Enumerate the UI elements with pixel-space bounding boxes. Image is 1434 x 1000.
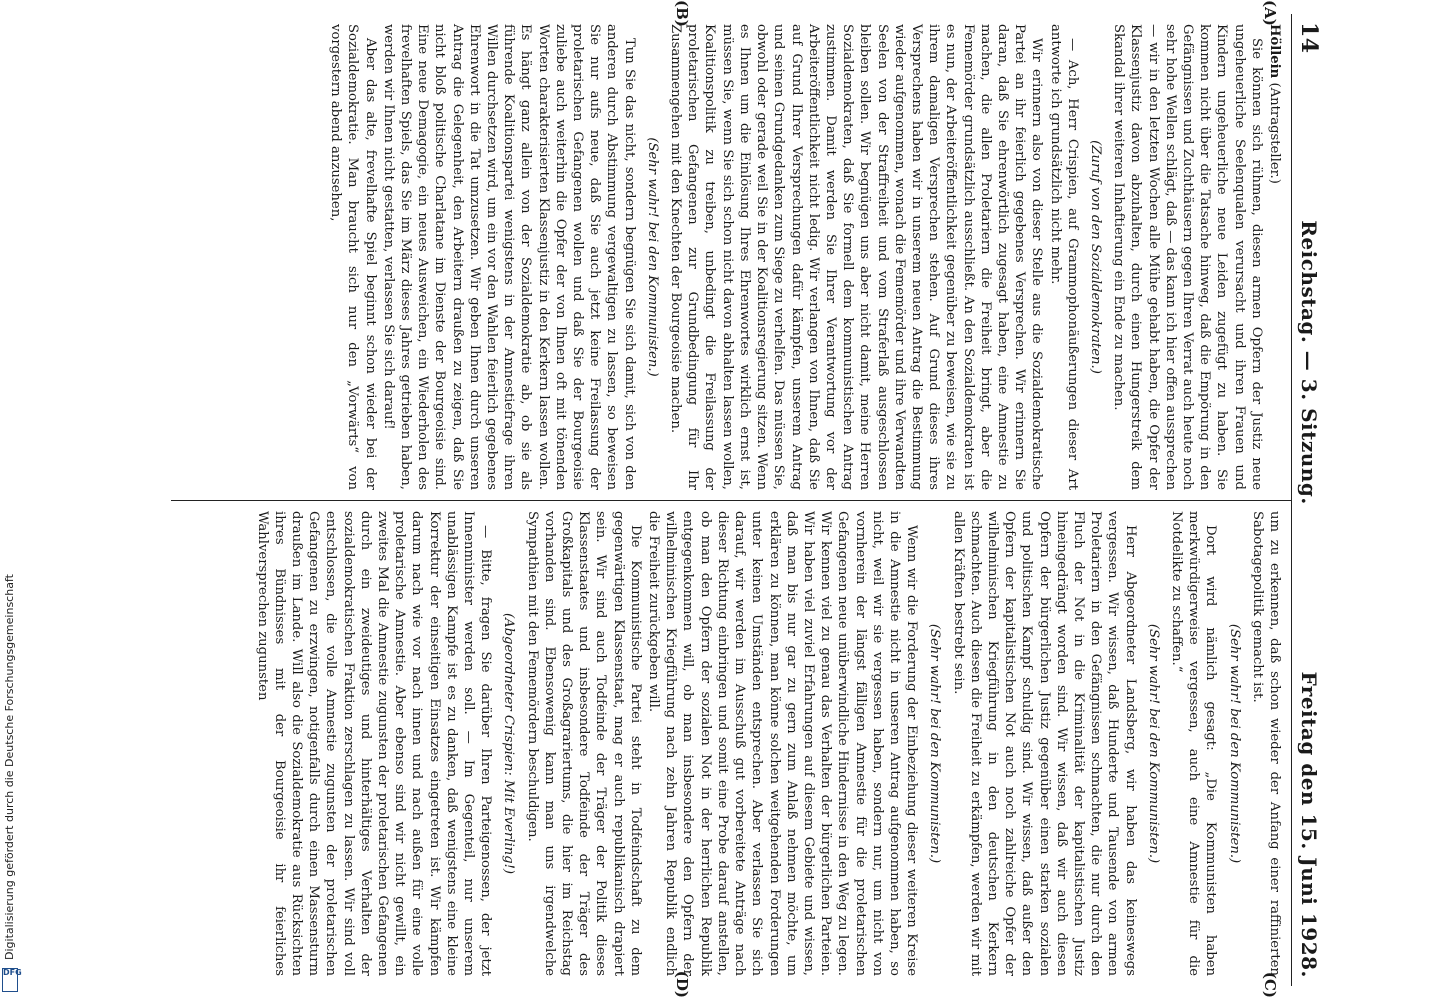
- margin-marker-b: (B): [673, 0, 691, 27]
- interjection: (Sehr wahr! bei den Kommunisten.): [644, 137, 660, 377]
- interjection: (Sehr wahr! bei den Kommunisten.): [1226, 623, 1242, 864]
- credit-text: Digitalisierung gefördert durch die Deutsche Forschungsgemeinschaft: [3, 574, 16, 960]
- text-columns: [171, 0, 1291, 998]
- paragraph: Die Kommunistische Partei steht in Todfeindschaft zu dem gegenwärtigen Klassenstaat, mag er auch republikanisch drapiert sein. Wir sind auch Todfeinde der Träger der Politik dieses Klassenstaates und insbesondere Todfeinde der Träger des Großkapitals und des Großagrariertums, die hier im Reichstag vorhanden sind. Ebensowenig kann man uns irgendwelche Sympathien mit den Fememördern beschuldigen.: [524, 511, 643, 976]
- margin-marker-c: (C): [1261, 971, 1279, 998]
- interjection: (Sehr wahr! bei den Kommunisten.): [927, 623, 943, 864]
- interjection: (Zuruf von den Sozialdemokraten.): [1087, 140, 1103, 374]
- paragraph: Wir erinnern also von dieser Stelle aus die Sozialdemokratische Partei an ihr feierlich gegebenes Versprechen. Wir erinnern Sie daran, daß Sie ehrenwörtlich zugesagt haben, eine Amnestie zu machen, die allen Proletariern die Freiheit bringt, aber die Fememörder grundsätzlich ausschließt. An den Sozialdemokraten ist es nun, der Arbeiteröffentlichkeit gegenüber zu beweisen, wie sie zu ihrem damaligen Versprechen stehen. Auf Grund dieses ihres Versprechens haben wir in unserem neuen Antrag die Bestimmung wieder aufgenommen, wonach die Fememörder und ihre Verwandten Seelen von der Straffreiheit und vom Straferlaß ausgeschlossen bleiben sollen. Wir begnügen uns aber nicht damit, meine Herren Sozialdemokraten, daß Sie formell dem kommunistischen Antrag zustimmen. Damit werden Sie Ihrer Verantwortung vor der Arbeiteröffentlichkeit nicht ledig. Wir verlangen von Ihnen, daß Sie auf Grund Ihrer Versprechungen dafür kämpfen, unserem Antrag und seinen Grundgedanken zum Siege zu verhelfen. Das müssen Sie, obwohl oder gerade weil Sie in der Koalitionsregierung sitzen. Wenn es Ihnen um die Einlösung Ihres Ehrenwortes wirklich ernst ist, müssen Sie, wenn Sie sich schon nicht davon abhalten lassen wollen, Koalitionspolitik zu treiben, unbedingt die Freilassung der proletarischen Gefangenen zur Grundbedingung für Ihr Zusammengehen mit den Knechten der Bourgeoisie machen.: [668, 24, 1045, 490]
- digitization-credit: [0, 0, 22, 1000]
- rotated-document-page: [130, 0, 1330, 1000]
- page-date: Freitag den 15. Juni 1928.: [1297, 671, 1321, 978]
- speaker-name: Höllein: [1267, 24, 1282, 79]
- dfg-logo: DFG: [2, 968, 18, 992]
- paragraph: um zu erkennen, daß schon wieder der Anfang einer raffinierten Sabotagepolitik gemacht ist.: [1249, 511, 1282, 976]
- margin-marker-d: (D): [673, 970, 691, 998]
- paragraph: Herr Abgeordneter Landsberg, wir haben das keineswegs vergessen. Wir wissen, daß Hunderte und Tausende von armen Proletariern in den Gefängnissen schmachten, die nur durch den Fluch der Not in die Kriminalität der kapitalistischen Justiz hineingedrängt worden sind. Wir wissen, daß wir auch diesen Opfern der bürgerlichen Justiz gegenüber einen starken sozialen und politischen Kampf schuldig sind. Wir wissen, daß außer den Opfern der kapitalistischen Not auch noch zahlreiche Opfer der wilhelminischen Kriegführung in den deutschen Kerkern schmachten. Auch diesen die Freiheit zu erkämpfen, werden wir mit allen Kräften bestrebt sein.: [950, 511, 1138, 976]
- interjection: (Sehr wahr! bei den Kommunisten.): [1145, 623, 1161, 864]
- paragraph: Tun Sie das nicht, sondern begnügen Sie sich damit, sich von den anderen durch Abstimmung vergewaltigen zu lassen, so beweisen Sie nur aufs neue, daß Sie auch jetzt keine Freilassung der proletarischen Gefangenen wollen und daß Sie der Bourgeoisie zuliebe auch weiterhin die Opfer der von Ihnen oft mit tönenden Worten charakterisierten Klassenjustiz in den Kerkern lassen wollen. Es hängt ganz allein von der Sozialdemokratie ab, ob sie als führende Koalitionspartei wenigstens in der Amnestiefrage ihren Willen durchsetzen wird, um ein vor den Wahlen feierlich gegebenes Ehrenwort in die Tat umzusetzen. Wir geben Ihnen durch unseren Antrag die Gelegenheit, den Arbeitern draußen zu zeigen, daß Sie nicht bloß politische Charlatane im Dienste der Bourgeoisie sind. Eine neue Demagogie, ein neues Ausweichen, ein Wiederholen des frevelhaften Spiels, das Sie im März dieses Jahres getrieben haben, werden wir Ihnen nicht gestatten, verlassen Sie sich darauf!: [380, 24, 637, 490]
- page-header: [1291, 14, 1324, 986]
- paragraph: Wenn wir die Forderung der Einbeziehung dieser weiteren Kreise in die Amnestie nicht in unseren Antrag aufgenommen haben, so nicht, weil wir sie vergessen haben, sondern nur, um nicht von vornherein der längst fälligen Amnestie für die proletarischen Gefangenen neue unüberwindliche Hindernisse in den Weg zu legen. Wir kennen viel zu genau das Verhalten der bürgerlichen Parteien. Wir haben viel zuviel Erfahrungen auf diesem Gebiete und wissen, daß man bis nur gar zu gern zum Anlaß nehmen möchte, um erklären zu können, man könne solchen weitgehenden Forderungen unter keinen Umständen entsprechen. Aber verlassen Sie sich darauf, wir werden im Ausschuß gut vorbereitete Anträge nach dieser Richtung einbringen und somit eine Probe darauf anstellen, ob man den Opfern der sozialen Not in der herrlichen Republik entgegenkommen will, ob man insbesondere den Opfern der wilhelminischen Kriegführung nach zehn Jahren Republik endlich die Freiheit zurückgeben will.: [646, 511, 920, 976]
- page-number: 14: [1296, 22, 1322, 54]
- speaker-note: (Antragsteller.): [1267, 82, 1282, 184]
- paragraph: Aber das alte, frevelhafte Spiel beginnt schon wieder bei der Sozialdemokratie. Man braucht sich nur den „Vorwärts“ von vorgestern abend anzusehen,: [328, 24, 378, 490]
- paragraph: — Ach, Herr Crispien, auf Grammophonäußerungen dieser Art antworte ich grundsätzlich nicht mehr.: [1047, 24, 1080, 490]
- right-column: [171, 500, 1291, 986]
- paragraph: — Bitte, fragen Sie darüber Ihren Parteigenossen, der jetzt Innenminister werden soll. — Im Gegenteil, nur unserem unablässigen Kampfe ist es zu danken, daß wenigstens eine kleine Korrektur der einseitigen Einsatzes eingetreten ist. Wir kämpfen darum nach wie vor nach innen und nach außen für eine volle proletarische Amnestie. Aber ebenso sind wir nicht gewillt, ein zweites Mal die Amnestie zugunsten der proletarischen Gefangenen durch ein zweideutiges und hinterhältiges Verhalten der sozialdemokratischen Fraktion zerschlagen zu lassen. Wir sind voll entschlossen, die volle Amnestie zugunsten der proletarischen Gefangenen zu erzwingen, notigenfalls durch einen Massensturm draußen im Lande. Will also die Sozialdemokratie aus Rücksichten ihres Bündnisses mit der Bourgeoisie ihr feierliches Wahlversprechen zugunsten: [254, 511, 494, 976]
- page-title: Reichstag. — 3. Sitzung.: [1297, 220, 1321, 505]
- left-column: [171, 14, 1291, 500]
- interjection: (Abgeordneter Crispien: Mit Everling!): [501, 612, 517, 875]
- margin-marker-a: (A): [1261, 0, 1279, 26]
- paragraph: Sie können sich rühmen, diesen armen Opfern der Justiz neue ungeheuerliche Seelenqualen verursacht und ihren Frauen und Kindern ungeheuerliche neue Leiden zugefügt zu haben. Sie kommen nicht über die Tatsache hinweg, daß die Empörung in den Gefängnissen und Zuchthäusern gegen Ihren Verrat auch heute noch sehr hohe Wellen schlägt, daß — das kann ich hier offen aussprechen — wir in den letzten Wochen alle Mühe gehabt haben, die Opfer der Klassenjustiz davon abzuhalten, durch einen Hungerstreik dem Skandal ihrer weiteren Inhaftierung ein Ende zu machen.: [1111, 24, 1264, 490]
- paragraph: Dort wird nämlich gesagt: „Die Kommunisten haben merkwürdigerweise vergessen, auch eine Amnestie für die Notdelikte zu schaffen.“: [1168, 511, 1219, 976]
